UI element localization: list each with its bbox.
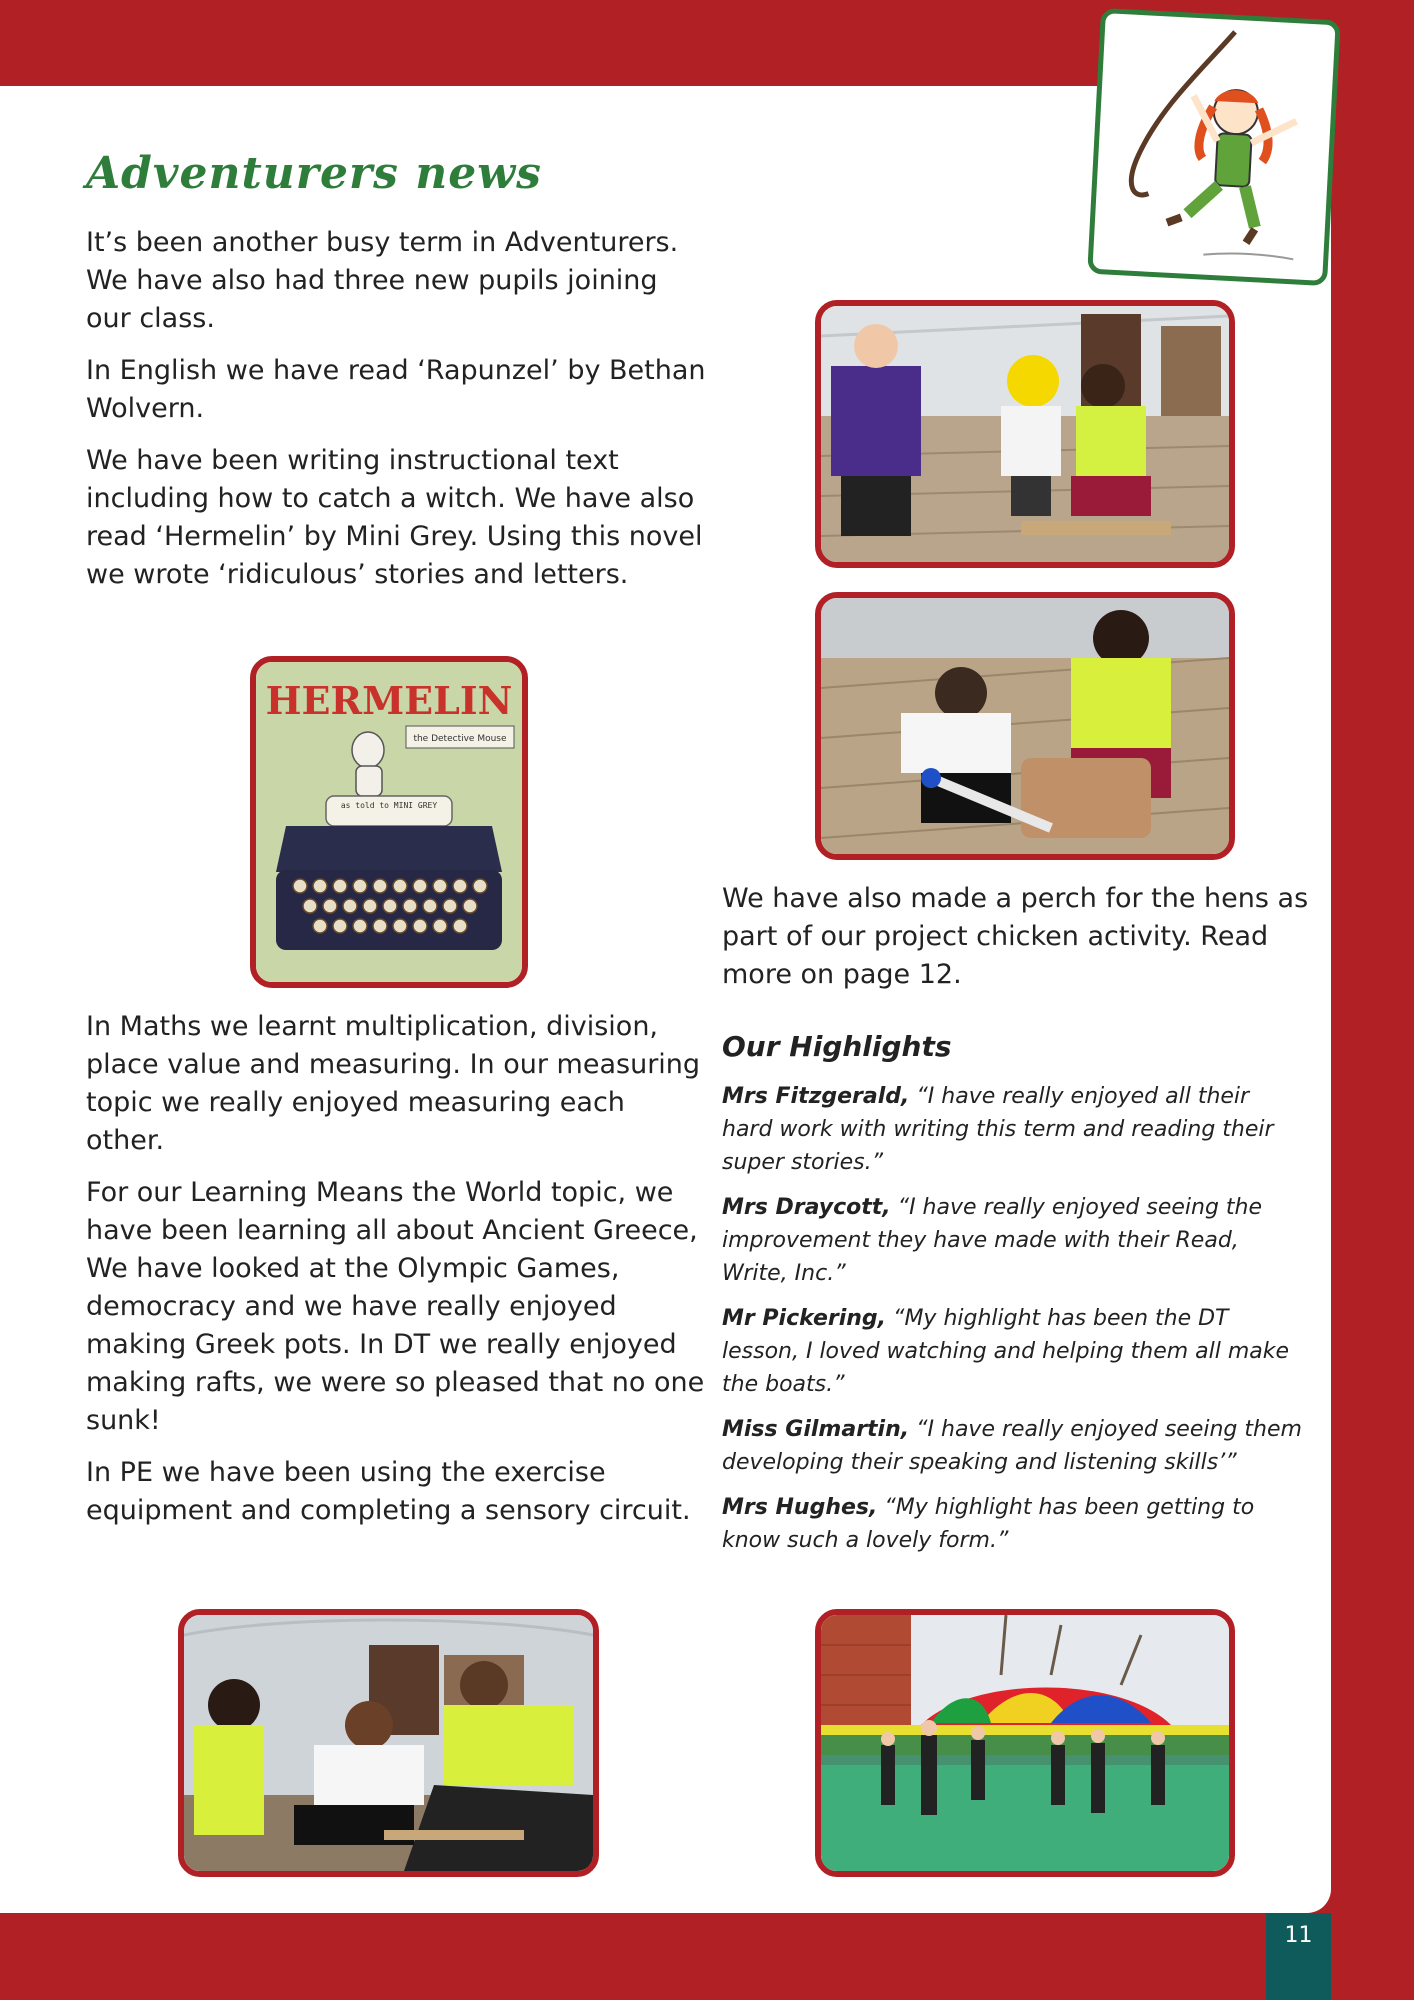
body-paragraph: In Maths we learnt multiplication, division, place value and measuring. In our measuring topic we really enjoyed measuring each other. [86, 1011, 701, 1156]
photo-raft-building [178, 1609, 599, 1877]
right-margin-band [1331, 0, 1414, 2000]
highlight-quote [722, 1413, 1302, 1479]
page-title: Adventurers news [86, 148, 542, 199]
book-author: as told to MINI GREY [340, 801, 438, 810]
intro-paragraph: In English we have read ‘Rapunzel’ by Bethan Wolvern. [86, 355, 706, 424]
highlights-quotes [722, 1080, 1302, 1569]
photo-boy-sawing [815, 592, 1235, 860]
body-paragraph: In PE we have been using the exercise equipment and completing a sensory circuit. [86, 1457, 691, 1526]
book-subtitle: the Detective Mouse [413, 734, 507, 744]
book-title: HERMELIN [265, 678, 513, 723]
photo-sawing-polytunnel [815, 300, 1235, 568]
photo-parachute-games [815, 1609, 1235, 1877]
highlight-quote [722, 1491, 1302, 1557]
intro-paragraph: It’s been another busy term in Adventurers. We have also had three new pupils joining our class. [86, 227, 679, 334]
quote-text: “My highlight has been getting to know such a lovely form.” [722, 1495, 1255, 1553]
intro-paragraph: We have been writing instructional text including how to catch a witch. We have also read ‘Hermelin’ by Mini Grey. Using this novel we wrote ‘ridiculous’ stories and letters. [86, 445, 703, 590]
highlight-quote [722, 1080, 1302, 1179]
quote-text: “I have really enjoyed seeing them developing their speaking and listening skills’” [722, 1417, 1302, 1475]
quote-author: Mrs Hughes, [722, 1495, 878, 1520]
quote-author: Mr Pickering, [722, 1306, 887, 1331]
highlight-quote [722, 1191, 1302, 1290]
quote-text: “I have really enjoyed all their hard work with writing this term and reading their super stories.” [722, 1084, 1274, 1175]
body-paragraph: For our Learning Means the World topic, we have been learning all about Ancient Greece, We have looked at the Olympic Games, democracy and we have really enjoyed making Greek pots. In DT we really enjoyed making rafts, we were so pleased that no one sunk! [86, 1177, 705, 1436]
perch-text: We have also made a perch for the hens as part of our project chicken activity. Read more on page 12. [722, 883, 1309, 990]
quote-author: Mrs Fitzgerald, [722, 1084, 910, 1109]
highlight-quote [722, 1302, 1302, 1401]
hermelin-book-cover [250, 656, 528, 988]
highlights-title: Our Highlights [722, 1030, 952, 1063]
quote-text: “My highlight has been the DT lesson, I loved watching and helping them all make the boats.” [722, 1306, 1290, 1397]
page-number: 11 [1266, 1913, 1331, 2000]
mascot-illustration [1087, 8, 1341, 286]
left-lower-text [86, 1008, 706, 1544]
quote-text: “I have really enjoyed seeing the improvement they have made with their Read, Write, Inc.” [722, 1195, 1263, 1286]
footer-band [0, 1913, 1414, 2000]
intro-text [86, 224, 706, 608]
quote-author: Mrs Draycott, [722, 1195, 891, 1220]
quote-author: Miss Gilmartin, [722, 1417, 910, 1442]
